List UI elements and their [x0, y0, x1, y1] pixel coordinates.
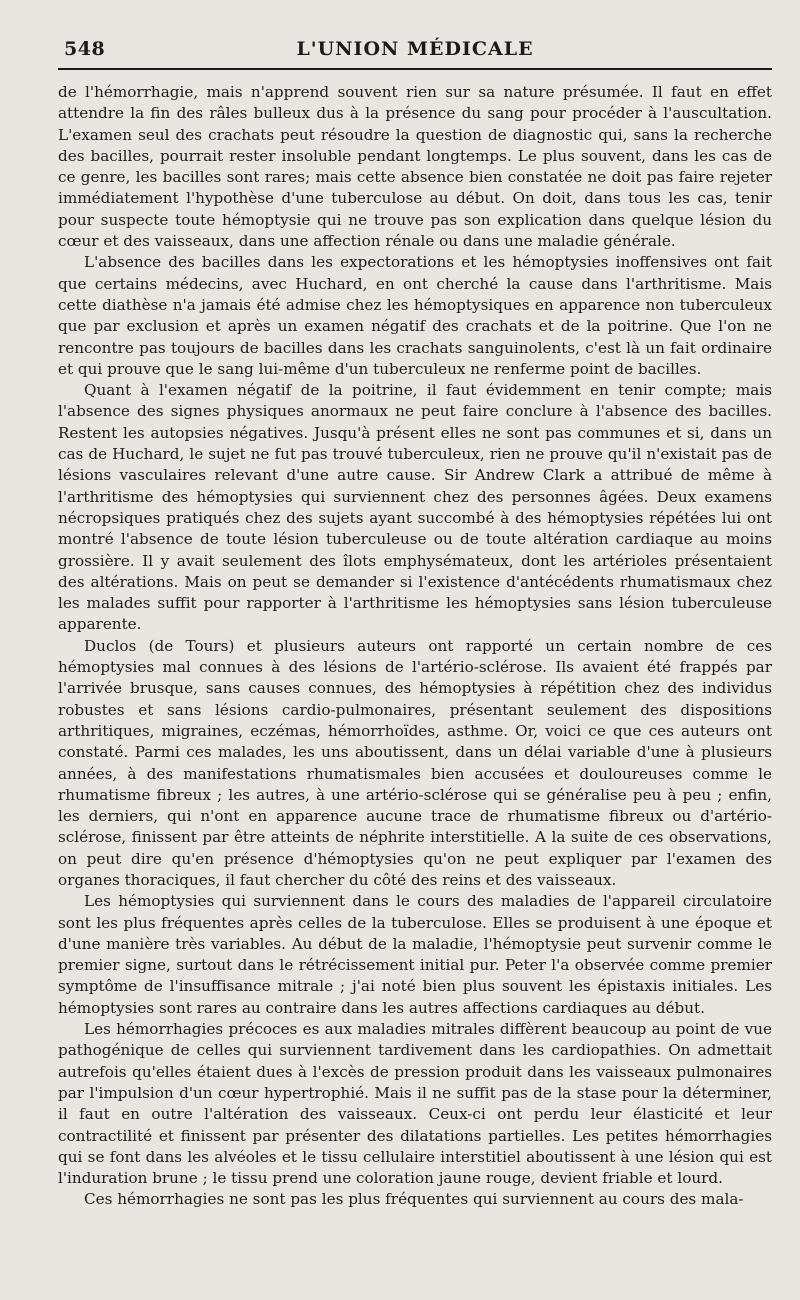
paragraph-4: Duclos (de Tours) et plusieurs auteurs ont rapporté un certain nombre de ces hémoptysies mal connues à des lésions de l'artério-sclérose. Ils avaient été frappés par l'arrivée brusque, sans causes connues, des hémoptysies à répétition chez des individus robustes et sans lésions cardio-pulmonaires, présentant seulement des dispositions arthritiques, migraines, eczémas, hémorrhoïdes, asthme. Or, voici ce que ces auteurs ont constaté. Parmi ces malades, les uns aboutissent, dans un délai variable d'une à plusieurs années, à des manifestations rhumatismales bien accusées et douloureuses comme le rhumatisme fibreux ; les autres, à une artério-sclérose qui se généralise peu à peu ; enfin, les derniers, qui n'ont en apparence aucune trace de rhumatisme fibreux ou d'artério-sclérose, finissent par être atteints de néphrite interstitielle. A la suite de ces observations, on peut dire qu'en présence d'hémoptysies qu'on ne peut expliquer par l'examen des organes thoraciques, il faut chercher du côté des reins et des vaisseaux. — [58, 636, 772, 889]
running-title: L'UNION MÉDICALE — [296, 38, 534, 60]
header-rule — [58, 68, 772, 70]
page-number: 548 — [64, 38, 106, 60]
paragraph-3: Quant à l'examen négatif de la poitrine, il faut évidemment en tenir compte; mais l'absence des signes physiques anormaux ne peut faire conclure à l'absence des bacilles. Restent les autopsies négatives. Jusqu'à présent elles ne sont pas communes et si, dans un cas de Huchard, le sujet ne fut pas trouvé tuberculeux, rien ne prouve qu'il n'existait pas de lésions vasculaires relevant d'une autre cause. Sir Andrew Clark a attribué de même à l'arthritisme des hémoptysies qui surviennent chez des personnes âgées. Deux examens nécropsiques pratiqués chez des sujets ayant succombé à des hémoptysies répétées lui ont montré l'absence de toute lésion tuberculeuse ou de toute altération cardiaque au moins grossière. Il y avait seulement des îlots emphysémateux, dont les artérioles présentaient des altérations. Mais on peut se demander si l'existence d'antécédents rhumatismaux chez les malades suffit pour rapporter à l'arthritisme les hémoptysies sans lésion tuberculeuse apparente. — [58, 381, 772, 634]
paragraph-2: L'absence des bacilles dans les expectorations et les hémoptysies inoffensives ont fait que certains médecins, avec Huchard, en ont cherché la cause dans l'arthritisme. Mais cette diathèse n'a jamais été admise chez les hémoptysiques en apparence non tuberculeux que par exclusion et après un examen négatif des crachats et de la poitrine. Que l'on ne rencontre pas toujours de bacilles dans les crachats sanguinolents, c'est là un fait ordinaire et qui prouve que le sang lui-même d'un tuberculeux ne renferme point de bacilles. — [58, 253, 772, 378]
paragraph-1: de l'hémorrhagie, mais n'apprend souvent rien sur sa nature présumée. Il faut en effet attendre la fin des râles bulleux dus à la présence du sang pour procéder à l'auscultation. L'examen seul des crachats peut résoudre la question de diagnostic qui, sans la recherche des bacilles, pourrait rester insoluble pendant longtemps. Le plus souvent, dans les cas de ce genre, les bacilles sont rares; mais cette absence bien constatée ne doit pas faire rejeter immédiatement l'hypothèse d'une tuberculose au début. On doit, dans tous les cas, tenir pour suspecte toute hémoptysie qui ne trouve pas son explication dans quelque lésion du cœur et des vaisseaux, dans une affection rénale ou dans une maladie générale. — [58, 83, 772, 251]
page-header — [58, 34, 772, 64]
paragraph-7: Ces hémorrhagies ne sont pas les plus fréquentes qui surviennent au cours des mala- — [84, 1190, 744, 1209]
article-body — [58, 82, 772, 1211]
paragraph-5: Les hémoptysies qui surviennent dans le cours des maladies de l'appareil circulatoire sont les plus fréquentes après celles de la tuberculose. Elles se produisent à une époque et d'une manière très variables. Au début de la maladie, l'hémoptysie peut survenir comme le premier signe, surtout dans le rétrécissement initial pur. Peter l'a observée comme premier symptôme de l'insuffisance mitrale ; j'ai noté bien plus souvent les épistaxis initiales. Les hémoptysies sont rares au contraire dans les autres affections cardiaques au début. — [58, 892, 772, 1017]
paragraph-6: Les hémorrhagies précoces es aux maladies mitrales diffèrent beaucoup au point de vue pathogénique de celles qui surviennent tardivement dans les cardiopathies. On admettait autrefois qu'elles étaient dues à l'excès de pression produit dans les vaisseaux pulmonaires par l'impulsion d'un cœur hypertrophié. Mais il ne suffit pas de la stase pour la déterminer, il faut en outre l'altération des vaisseaux. Ceux-ci ont perdu leur élasticité et leur contractilité et finissent par présenter des dilatations partielles. Les petites hémorrhagies qui se font dans les alvéoles et le tissu cellulaire interstitiel aboutissent à une lésion qui est l'induration brune ; le tissu prend une coloration jaune rouge, devient friable et lourd. — [58, 1020, 772, 1188]
